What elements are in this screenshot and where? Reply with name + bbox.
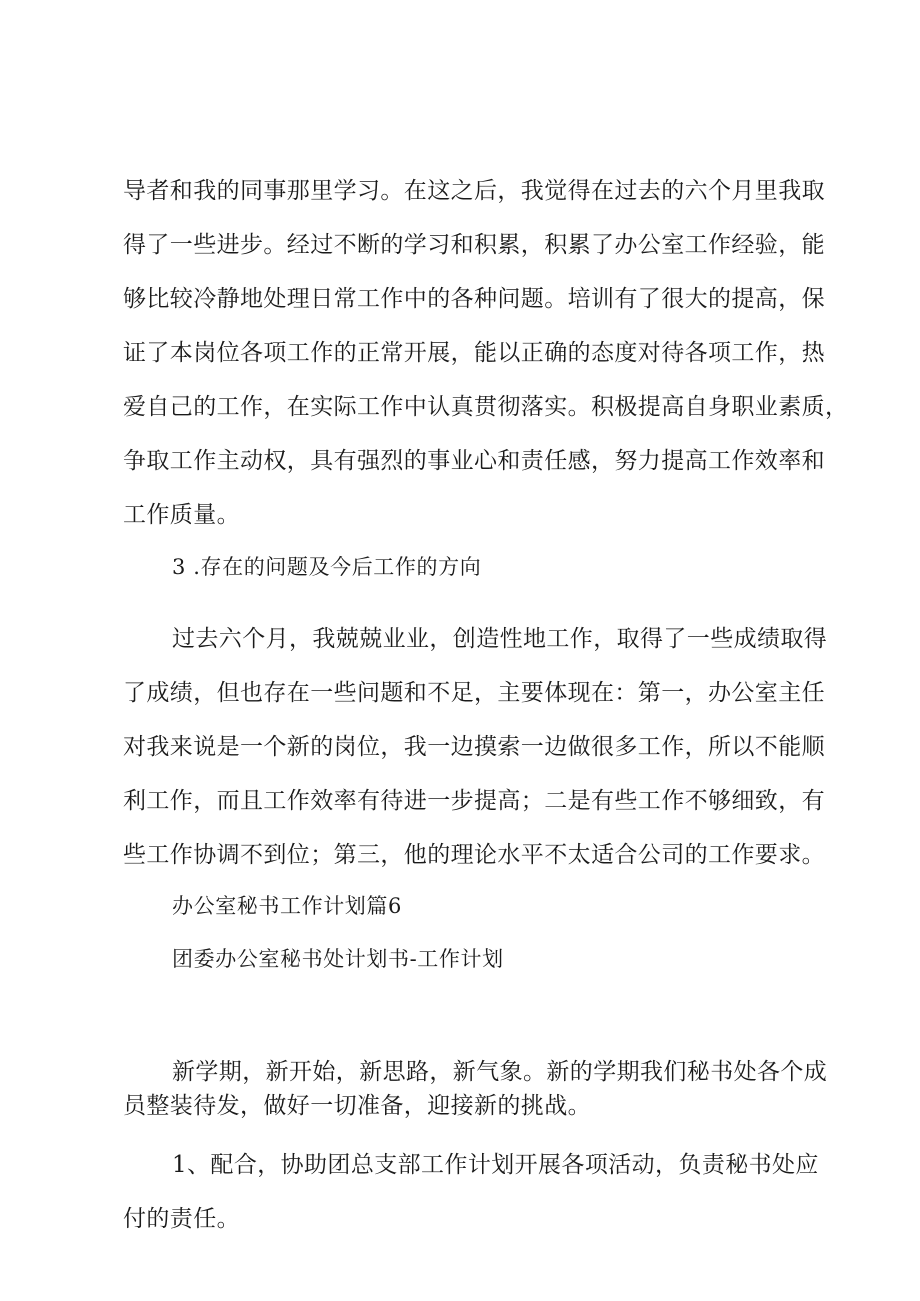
paragraph-line: 争取工作主动权，具有强烈的事业心和责任感，努力提高工作效率和 [123,448,825,474]
section-heading: 3 .存在的问题及今后工作的方向 [172,555,482,579]
paragraph-line: 些工作协调不到位；第三，他的理论水平不太适合公司的工作要求。 [123,842,825,868]
paragraph-line: 过去六个月，我兢兢业业，创造性地工作，取得了一些成绩取得 [172,626,828,652]
paragraph-line: 工作质量。 [123,502,240,528]
article-subtitle: 团委办公室秘书处计划书-工作计划 [172,947,504,971]
paragraph-line: 得了一些进步。经过不断的学习和积累，积累了办公室工作经验，能 [123,232,825,258]
list-item-line: 1、配合，协助团总支部工作计划开展各项活动，负责秘书处应 [172,1152,819,1178]
paragraph-line: 利工作，而且工作效率有待进一步提高；二是有些工作不够细致，有 [123,788,825,814]
paragraph-line: 对我来说是一个新的岗位，我一边摸索一边做很多工作，所以不能顺 [123,734,825,760]
paragraph-line: 证了本岗位各项工作的正常开展，能以正确的态度对待各项工作，热 [123,340,825,366]
paragraph-line: 员整装待发，做好一切准备，迎接新的挑战。 [123,1093,591,1119]
article-title: 办公室秘书工作计划篇6 [172,894,402,918]
paragraph-line: 了成绩，但也存在一些问题和不足，主要体现在：第一，办公室主任 [123,680,825,706]
paragraph-line: 新学期，新开始，新思路，新气象。新的学期我们秘书处各个成 [172,1059,828,1085]
list-item-line: 付的责任。 [123,1206,240,1232]
paragraph-line: 够比较冷静地处理日常工作中的各种问题。培训有了很大的提高，保 [123,286,825,312]
paragraph-line: 爱自己的工作，在实际工作中认真贯彻落实。积极提高自身职业素质， [123,394,849,420]
paragraph-line: 导者和我的同事那里学习。在这之后，我觉得在过去的六个月里我取 [123,178,825,204]
